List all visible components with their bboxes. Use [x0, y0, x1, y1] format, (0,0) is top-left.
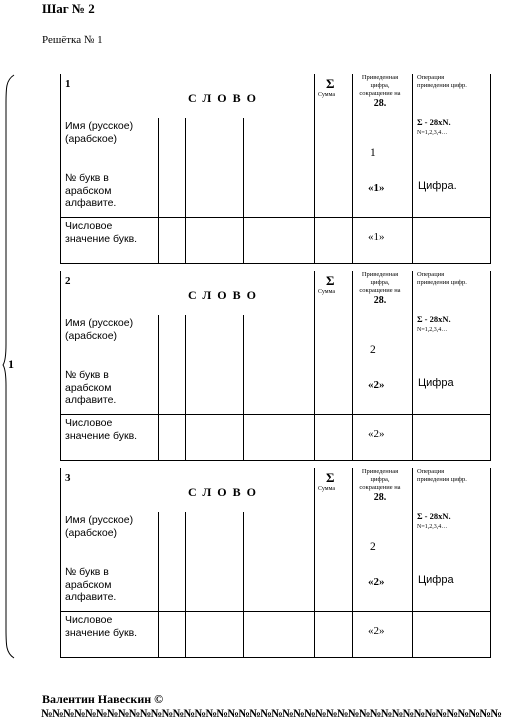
block-number: 3 [65, 472, 71, 484]
row-label-name: Имя (русское) (арабское) [65, 317, 134, 342]
summa-label: Сумма [318, 289, 335, 295]
reduced-digit-quoted: «2» [368, 379, 385, 391]
grid-block-1 [0, 74, 515, 264]
operation-header: Операция приведения цифр. [417, 271, 467, 287]
row-label-numeric-value: Числовое значение букв. [65, 220, 138, 245]
row-label-name: Имя (русское) (арабское) [65, 120, 134, 145]
row-label-letter-number: № букв в арабском алфавите. [65, 566, 117, 604]
priv-header [355, 468, 405, 505]
priv-28: 28. [373, 492, 387, 504]
numeric-value: «2» [368, 428, 385, 440]
priv-header-text: Приведенная цифра, сокращение на [359, 468, 401, 492]
numeric-value: «1» [368, 231, 385, 243]
operation-n: N=1,2,3,4… [417, 327, 448, 333]
priv-header [355, 271, 405, 308]
row-label-letter-number: № букв в арабском алфавите. [65, 172, 117, 210]
row-label-numeric-value: Числовое значение букв. [65, 614, 138, 639]
block-number: 2 [65, 275, 71, 287]
block-number: 1 [65, 78, 71, 90]
operation-n: N=1,2,3,4… [417, 130, 448, 136]
summa-label: Сумма [318, 486, 335, 492]
sigma-symbol: Σ [326, 470, 335, 485]
numeric-value: «2» [368, 625, 385, 637]
priv-header-text: Приведенная цифра, сокращение на [359, 74, 401, 98]
word-header: СЛОВО [188, 485, 262, 499]
row-label-numeric-value: Числовое значение букв. [65, 417, 138, 442]
page-subtitle: Решётка № 1 [42, 34, 103, 46]
reduced-digit: 1 [370, 147, 376, 159]
grid-block-2 [0, 271, 515, 461]
priv-header [355, 74, 405, 111]
row-label-letter-number: № букв в арабском алфавите. [65, 369, 117, 407]
operation-result: Цифра [418, 377, 454, 389]
operation-result: Цифра. [418, 180, 457, 192]
operation-n: N=1,2,3,4… [417, 524, 448, 530]
priv-28: 28. [373, 295, 387, 307]
operation-formula: Σ - 28xN. [417, 117, 451, 127]
priv-header-text: Приведенная цифра, сокращение на [359, 271, 401, 295]
page-title: Шаг № 2 [42, 1, 95, 16]
footer-author: Валентин Навескин © [42, 692, 164, 706]
reduced-digit: 2 [370, 541, 376, 553]
operation-formula: Σ - 28xN. [417, 314, 451, 324]
reduced-digit-quoted: «2» [368, 576, 385, 588]
operation-header: Операция приведения цифр. [417, 468, 467, 484]
word-header: СЛОВО [188, 288, 262, 302]
brace-label: 1 [8, 357, 14, 371]
word-header: СЛОВО [188, 91, 262, 105]
footer-symbol-line: №№№№№№№№№№№№№№№№№№№№№№№№№№№№№№№№№№№№№№№№№№ [41, 708, 502, 720]
operation-result: Цифра [418, 574, 454, 586]
grid-block-3 [0, 468, 515, 658]
row-label-name: Имя (русское) (арабское) [65, 514, 134, 539]
priv-28: 28. [373, 98, 387, 110]
reduced-digit: 2 [370, 344, 376, 356]
operation-formula: Σ - 28xN. [417, 511, 451, 521]
reduced-digit-quoted: «1» [368, 182, 385, 194]
sigma-symbol: Σ [326, 76, 335, 91]
sigma-symbol: Σ [326, 273, 335, 288]
operation-header: Операция приведения цифр. [417, 74, 467, 90]
summa-label: Сумма [318, 92, 335, 98]
